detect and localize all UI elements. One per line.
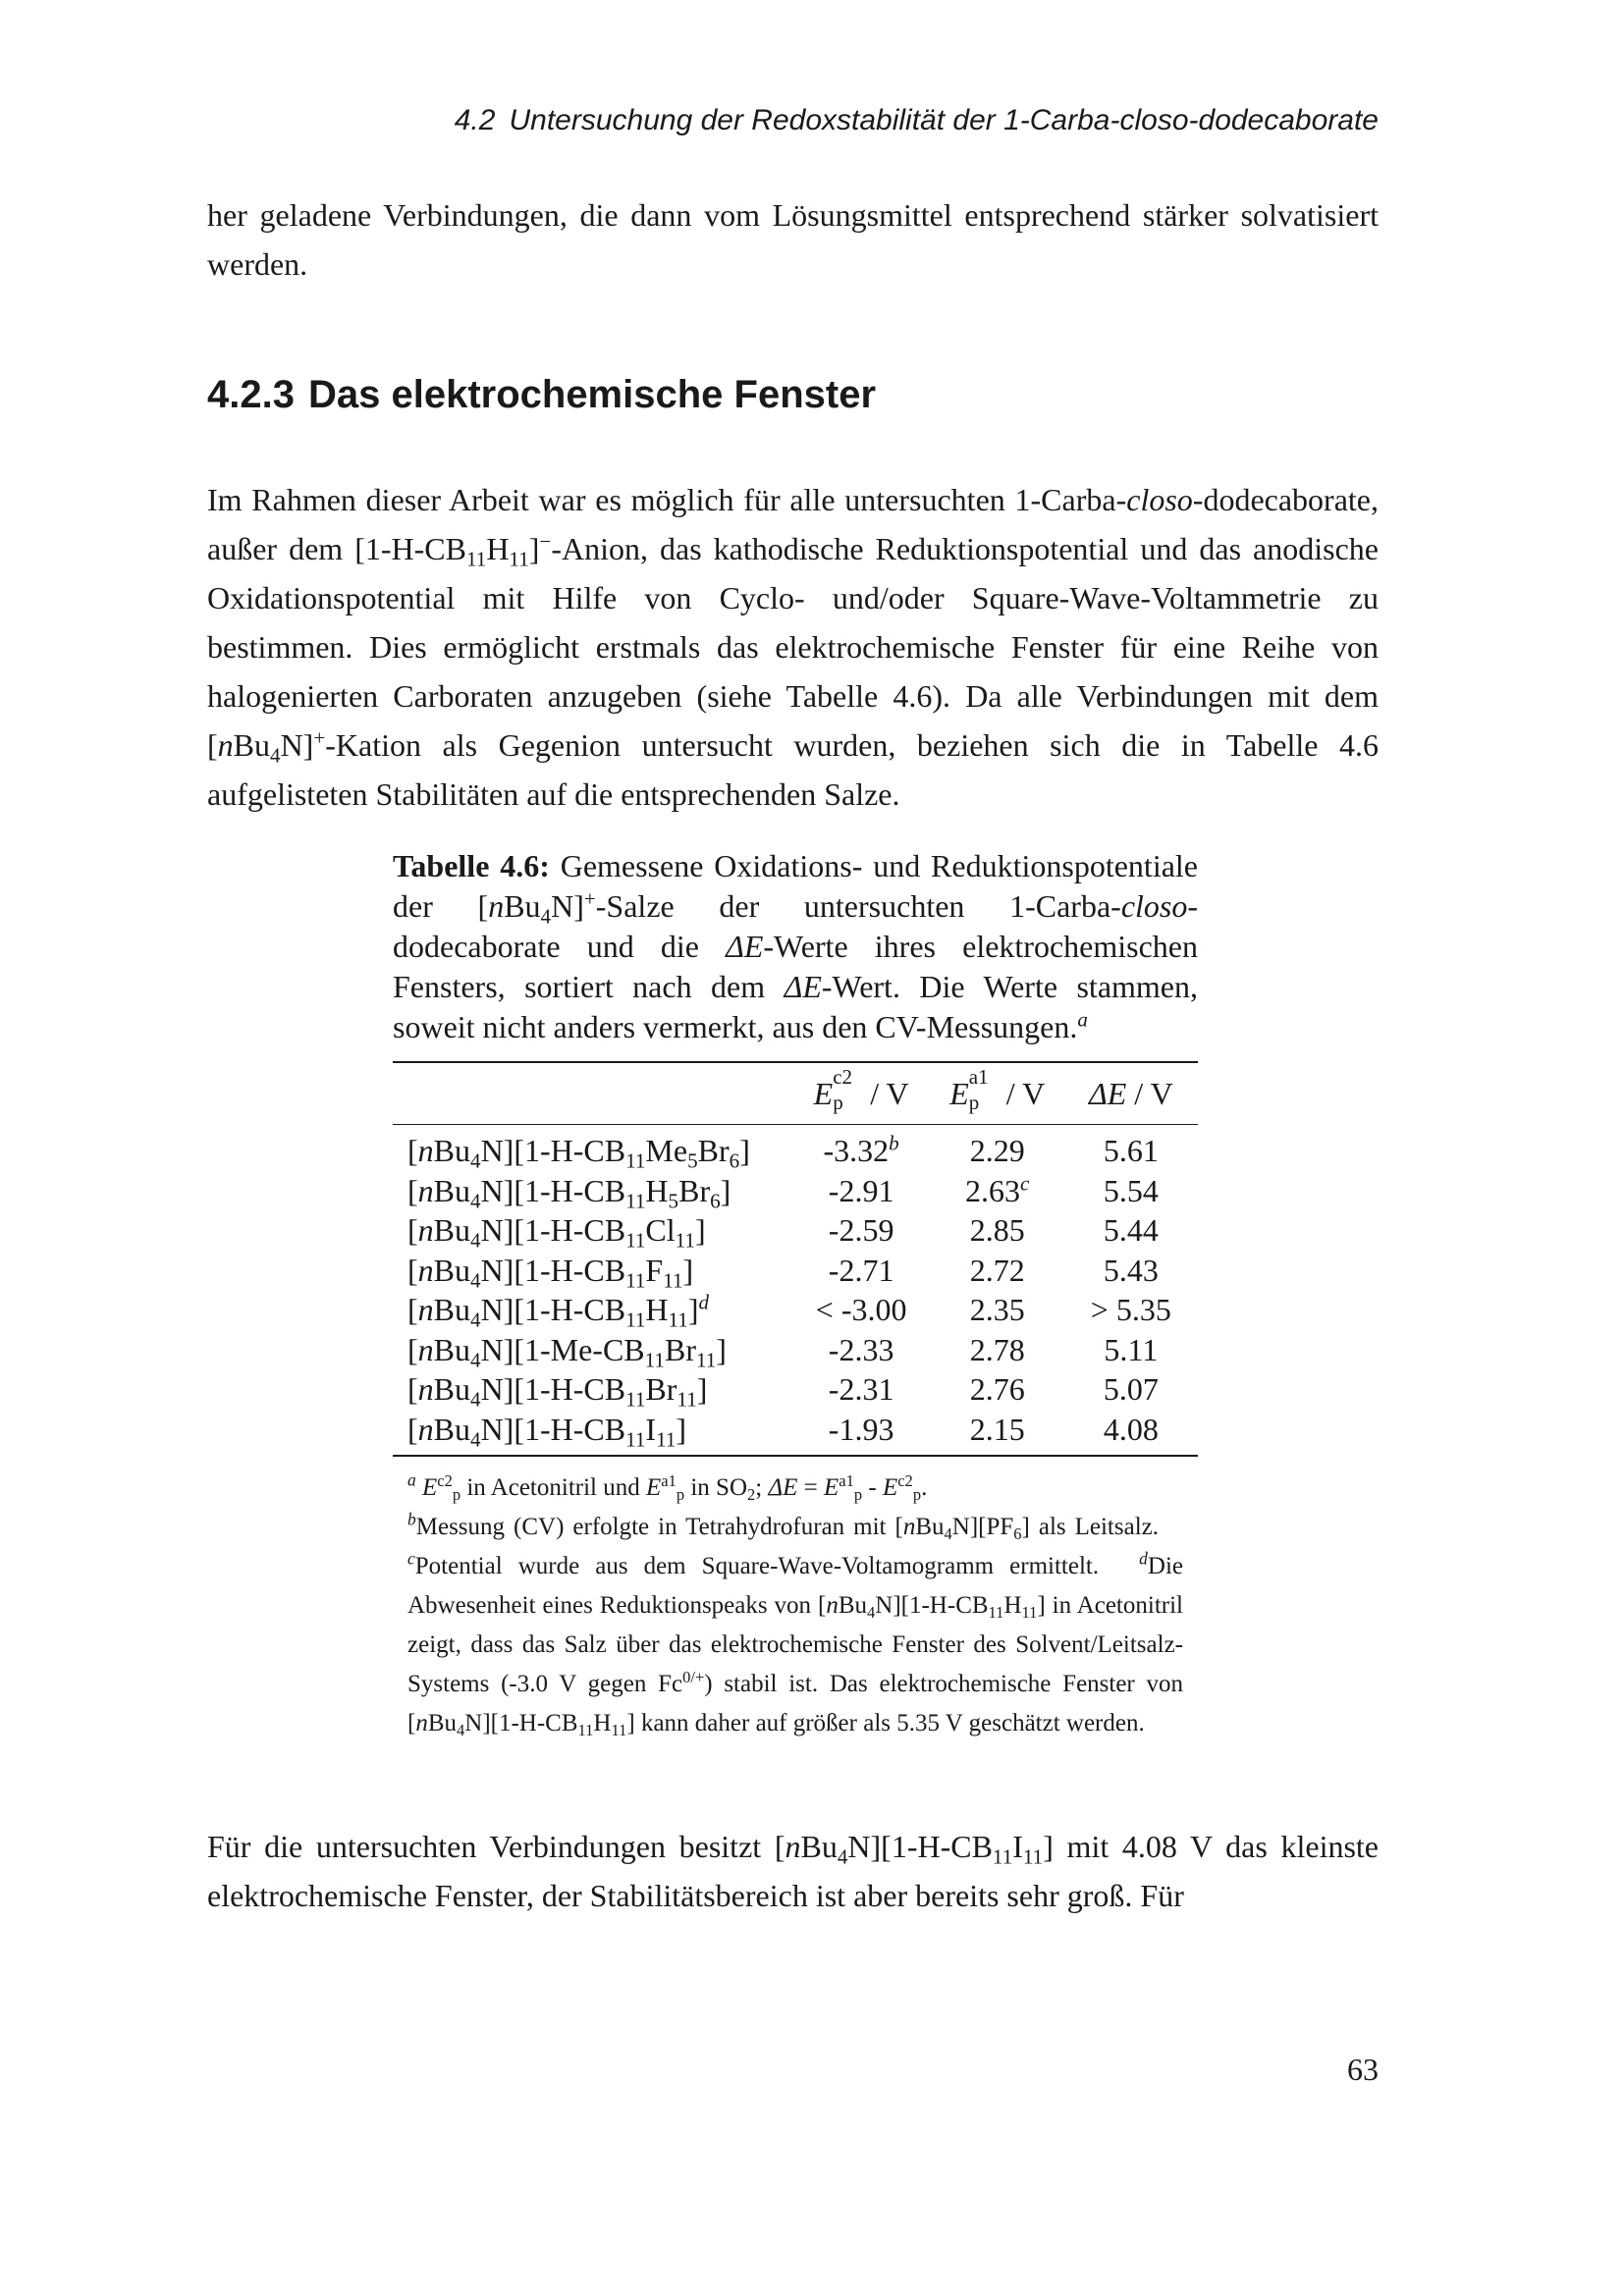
cell-delta-e: 4.08 bbox=[1103, 1411, 1159, 1447]
footnote-d: $^d$Die Abwesenheit eines Reduktionspeaks von $[nBu_4N][1-H-CB_{11}H_{11}]$ in Acetonitril zeigt, dass das Salz über das elektrochemische Fenster des Solvent/Leitsalz-Systems (-3.0 V gegen $Fc^{0/+}$) stabil ist. Das elektrochemische Fenster von $[nBu_4N][1-H-CB_{11}H_{11}]$ kann daher auf größer als 5.35 V geschätzt werden. bbox=[407, 1548, 1184, 1739]
cell-ea1: 2.76 bbox=[969, 1371, 1025, 1408]
table-row bbox=[393, 1330, 1198, 1370]
table-row bbox=[393, 1125, 1198, 1171]
table-header-row bbox=[393, 1063, 1198, 1124]
table-footnotes bbox=[393, 1457, 1198, 1743]
table-4-6 bbox=[393, 846, 1198, 1743]
running-head-title: Untersuchung der Redoxstabilität der 1-Carba-closo-dodecaborate bbox=[509, 104, 1379, 136]
footnote-a: $^a$ $E^{c2}_p$ in Acetonitril und $E^{a1}_p$ in $SO_2$; $\Delta E = E^{a1}_p - E^{c2}_p$. bbox=[407, 1469, 928, 1504]
table-body bbox=[393, 1125, 1198, 1455]
closing-paragraph: Für die untersuchten Verbindungen besitzt $[nBu_4N][1-H-CB_{11}I_{11}]$ mit 4.08 V das kleinste elektrochemische Fenster, der Stabilitätsbereich ist aber bereits sehr groß. Für bbox=[207, 1829, 1380, 1913]
cell-compound: $[nBu_4N][1-H-CB_{11}Br_{11}]$ bbox=[407, 1371, 708, 1412]
table-caption: Tabelle 4.6: Gemessene Oxidations- und Reduktionspotentiale der [nBu$_4$N]+-Salze der untersuchten 1-Carba-closo-dodecaborate und die ΔE-Werte ihres elektrochemischen Fensters, sortiert nach dem ΔE-Wert. Die Werte stammen, soweit nicht anders vermerkt, aus den CV-Messungen.$^a$ bbox=[393, 848, 1199, 1044]
header-delta-e: ΔE / V bbox=[1088, 1075, 1173, 1111]
header-compound bbox=[393, 1063, 792, 1124]
table-row bbox=[393, 1290, 1198, 1330]
cell-ea1: 2.63$^c$ bbox=[965, 1171, 1030, 1208]
header-ea1: E a1 p / V bbox=[949, 1064, 1046, 1114]
section-number: 4.2.3 bbox=[207, 373, 295, 416]
cell-ec2: -1.93 bbox=[828, 1411, 894, 1447]
table-row bbox=[393, 1369, 1198, 1410]
cell-ea1: 2.15 bbox=[969, 1411, 1025, 1447]
cell-ea1: 2.29 bbox=[969, 1133, 1025, 1169]
cell-compound: $[nBu_4N][1-H-CB_{11}H_5Br_6]$ bbox=[407, 1172, 731, 1213]
cell-delta-e: > 5.35 bbox=[1090, 1292, 1171, 1328]
cell-compound: $[nBu_4N][1-H-CB_{11}H_{11}]^d$ bbox=[407, 1290, 710, 1332]
running-head bbox=[455, 104, 1379, 137]
main-paragraph: Im Rahmen dieser Arbeit war es möglich für alle untersuchten 1-Carba-closo-dodecaborate, außer dem $[1-H-CB_{11}H_{11}]^-$-Anion, das kathodische Reduktionspotential und das anodische Oxidationspotential mit Hilfe von Cyclo- und/oder Square-Wave-Voltammetrie zu bestimmen. Dies ermöglicht erstmals das elektrochemische Fenster für eine Reihe von halogenierten Carboraten anzugeben (siehe Tabelle 4.6). Da alle Verbindungen mit dem [nBu$_4$N]+-Kation als Gegenion untersucht wurden, beziehen sich die in Tabelle 4.6 aufgelisteten Stabilitäten auf die entsprechenden Salze. bbox=[207, 482, 1380, 812]
cell-ea1: 2.35 bbox=[969, 1292, 1025, 1328]
table-row bbox=[393, 1410, 1198, 1456]
cell-compound: $[nBu_4N][1-H-CB_{11}F_{11}]$ bbox=[407, 1252, 694, 1293]
cell-ec2: -2.59 bbox=[828, 1212, 894, 1249]
cell-delta-e: 5.07 bbox=[1103, 1371, 1159, 1408]
page-number: 63 bbox=[1347, 2052, 1379, 2087]
table-row bbox=[393, 1171, 1198, 1211]
cell-compound: $[nBu_4N][1-H-CB_{11}Me_5Br_6]$ bbox=[407, 1133, 750, 1173]
cell-ec2: -2.31 bbox=[828, 1371, 894, 1408]
cell-delta-e: 5.61 bbox=[1103, 1133, 1159, 1169]
data-table bbox=[393, 1063, 1198, 1455]
intro-paragraph: her geladene Verbindungen, die dann vom Lösungsmittel entsprechend stärker solvatisiert werden. bbox=[207, 197, 1379, 282]
table-row bbox=[393, 1251, 1198, 1291]
header-ec2: E c2 p / V bbox=[813, 1064, 909, 1114]
cell-ea1: 2.85 bbox=[969, 1212, 1025, 1249]
cell-ea1: 2.78 bbox=[969, 1331, 1025, 1367]
cell-delta-e: 5.54 bbox=[1103, 1172, 1159, 1208]
section-title: Das elektrochemische Fenster bbox=[307, 373, 877, 416]
cell-compound: $[nBu_4N][1-Me-CB_{11}Br_{11}]$ bbox=[407, 1331, 727, 1372]
cell-ea1: 2.72 bbox=[969, 1252, 1025, 1288]
cell-ec2: -2.91 bbox=[828, 1172, 894, 1208]
cell-compound: $[nBu_4N][1-H-CB_{11}I_{11}]$ bbox=[407, 1411, 687, 1452]
cell-ec2: -2.33 bbox=[828, 1331, 894, 1367]
section-heading bbox=[207, 373, 876, 417]
running-head-number: 4.2 bbox=[454, 104, 496, 136]
footnote-b: $^b$Messung (CV) erfolgte in Tetrahydrofuran mit $[nBu_4N][PF_6]$ als Leitsalz. bbox=[407, 1509, 1159, 1543]
cell-delta-e: 5.43 bbox=[1103, 1252, 1159, 1288]
cell-ec2: -2.71 bbox=[828, 1252, 894, 1288]
table-row bbox=[393, 1210, 1198, 1251]
cell-compound: $[nBu_4N][1-H-CB_{11}Cl_{11}]$ bbox=[407, 1212, 706, 1253]
cell-ec2: -3.32$^b$ bbox=[823, 1131, 899, 1169]
cell-delta-e: 5.44 bbox=[1103, 1212, 1159, 1249]
cell-delta-e: 5.11 bbox=[1104, 1331, 1159, 1367]
footnote-c: $^c$Potential wurde aus dem Square-Wave-Voltamogramm ermittelt. bbox=[407, 1548, 1100, 1579]
cell-ec2: < -3.00 bbox=[815, 1292, 907, 1328]
